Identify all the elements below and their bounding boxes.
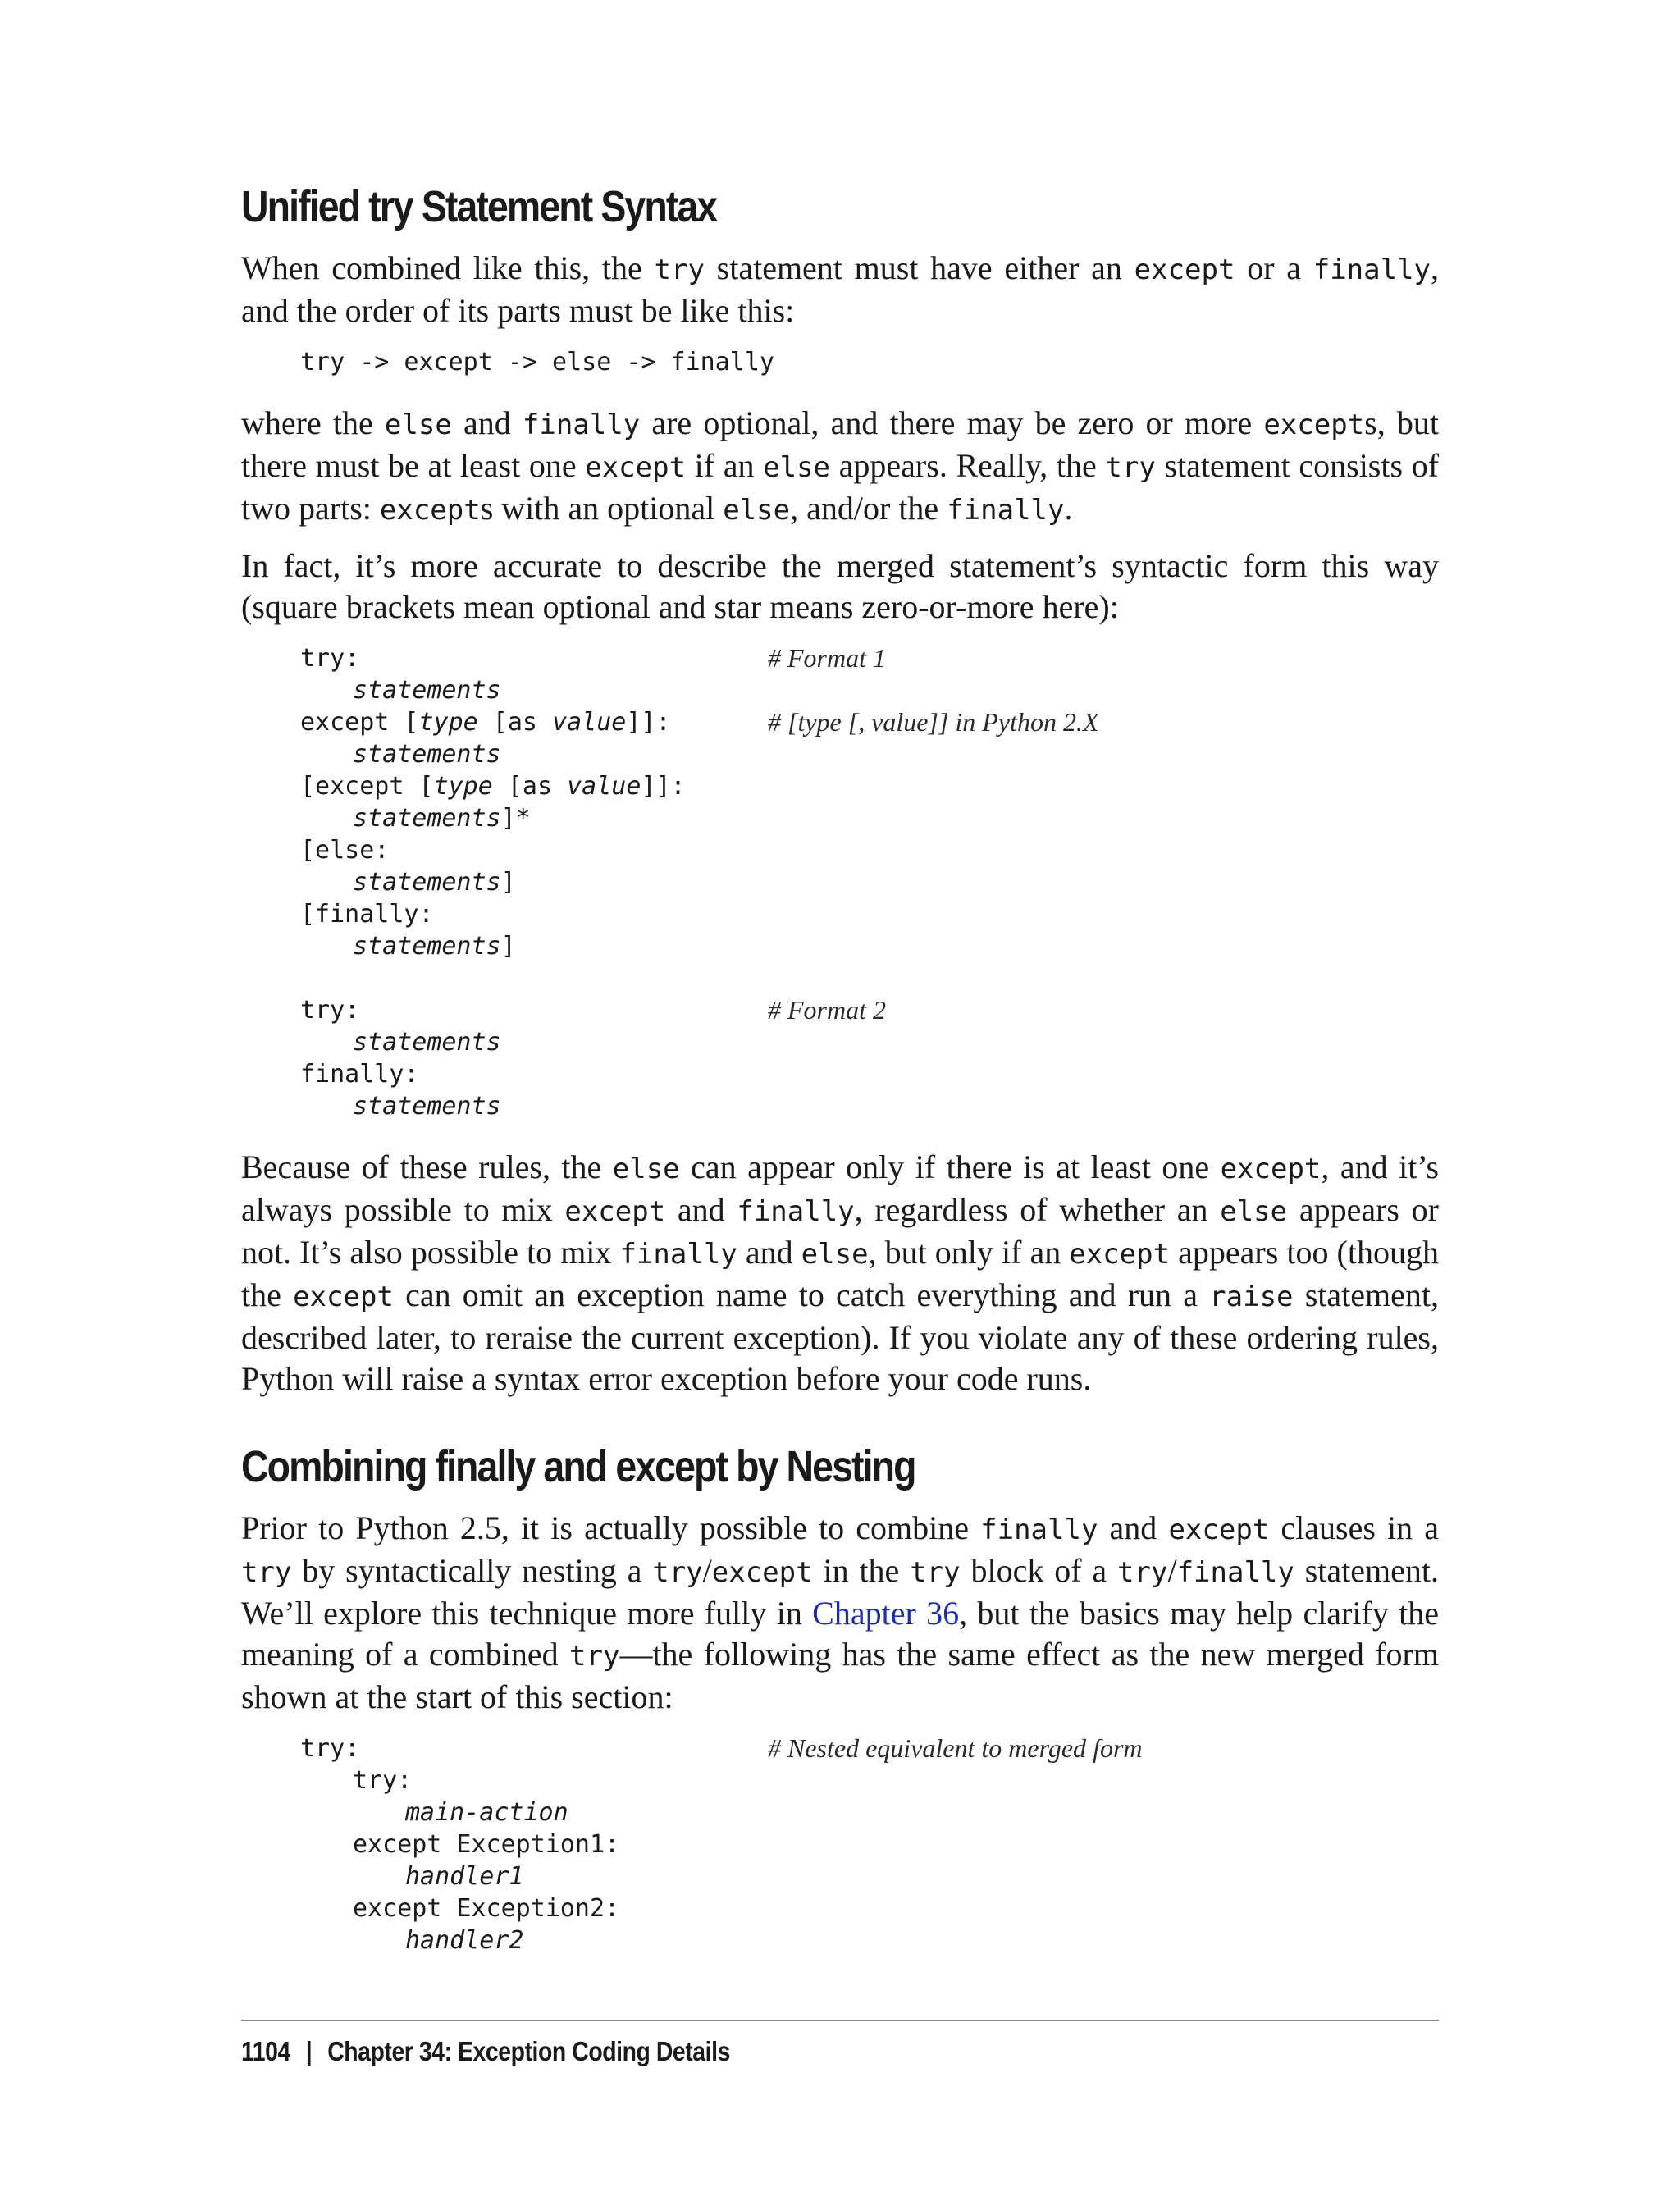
inline-code: finally xyxy=(947,494,1065,527)
page-footer xyxy=(241,2020,1439,2067)
inline-code: except xyxy=(293,1281,394,1313)
inline-code: else xyxy=(763,451,831,484)
inline-code: except xyxy=(1168,1513,1270,1546)
inline-code: finally xyxy=(522,409,641,441)
code-line: try: # Format 2 xyxy=(300,995,886,1025)
inline-code: try xyxy=(1105,451,1156,484)
inline-code: except xyxy=(711,1556,813,1589)
page-content xyxy=(241,177,1439,1981)
code-placeholder: statements xyxy=(353,676,501,705)
code-placeholder: statements xyxy=(353,804,501,833)
code-line: except Exception2: xyxy=(353,1894,620,1923)
inline-code: except xyxy=(564,1195,666,1228)
code-comment: # [type [, value]] in Python 2.X xyxy=(768,707,1099,737)
code-line: [finally: xyxy=(300,900,434,929)
paragraph: In fact, it’s more accurate to describe the merged statement’s syntactic form this way (square brackets mean optional and star means zero-or-more here): xyxy=(241,547,1439,625)
footer-rule xyxy=(241,2020,1439,2021)
code-line: try: # Nested equivalent to merged form xyxy=(300,1733,1143,1763)
chapter-link[interactable]: Chapter 36 xyxy=(812,1595,960,1632)
code-line xyxy=(300,1026,1439,1058)
inline-code: finally xyxy=(619,1238,737,1271)
code-line: try: xyxy=(353,1766,413,1795)
code-line xyxy=(300,1090,1439,1122)
inline-code: else xyxy=(723,494,791,527)
inline-code: finally xyxy=(737,1195,855,1228)
inline-code: except xyxy=(585,451,687,484)
paragraph: Because of these rules, the else can appear only if there is at least one except, and it’s always possible to mix except and finally, regardless of whether an else appears or not. It’s also possible to mix finally and else, but only if an except appears too (though the except can omit an exception name to catch everything and run a raise statement, described later, to reraise the current exception). If you violate any of these ordering rules, Python will raise a syntax error exception before your code runs. xyxy=(241,1148,1440,1397)
code-comment: # Format 2 xyxy=(768,995,886,1025)
inline-code: else xyxy=(384,409,452,441)
code-line: statements]* xyxy=(353,804,531,833)
inline-code: finally xyxy=(1176,1556,1294,1589)
section-heading-combining-nesting: Combining finally and except by Nesting xyxy=(241,1442,915,1491)
page-number: 1104 xyxy=(241,2036,290,2066)
inline-code: try xyxy=(654,253,705,286)
inline-code: except xyxy=(1220,1153,1322,1185)
code-comment: # Nested equivalent to merged form xyxy=(768,1733,1143,1763)
code-line: try: # Format 1 xyxy=(300,643,886,673)
code-line: [else: xyxy=(300,836,390,865)
code-line: try -> except -> else -> finally xyxy=(300,348,774,377)
code-placeholder: statements xyxy=(353,1092,501,1121)
paragraph: When combined like this, the try statement must have either an except or a finally, and the order of its parts must be like this: xyxy=(241,249,1440,329)
inline-code: except xyxy=(1263,409,1365,441)
inline-code: else xyxy=(612,1153,680,1185)
inline-code: finally xyxy=(1312,253,1431,286)
inline-code: try xyxy=(241,1556,292,1589)
code-comment: # Format 1 xyxy=(768,643,886,673)
inline-code: else xyxy=(801,1238,869,1271)
code-block-nested xyxy=(300,1732,1439,1956)
inline-code: try xyxy=(652,1556,703,1589)
code-line: except Exception1: xyxy=(353,1830,620,1859)
chapter-title: Chapter 34: Exception Coding Details xyxy=(327,2036,730,2066)
footer-text xyxy=(241,2036,1271,2067)
code-placeholder: handler1 xyxy=(405,1862,524,1891)
code-placeholder: statements xyxy=(353,868,501,897)
code-line xyxy=(300,674,1439,706)
inline-code: try xyxy=(569,1640,620,1673)
code-placeholder: statements xyxy=(353,1028,501,1057)
inline-code: except xyxy=(379,494,481,527)
code-line xyxy=(300,1924,1439,1956)
inline-code: except xyxy=(1134,253,1235,286)
code-block-formats xyxy=(300,642,1439,1122)
code-order-line xyxy=(300,346,1439,378)
inline-code: try xyxy=(1117,1556,1168,1589)
code-placeholder: value xyxy=(567,772,641,801)
inline-code: finally xyxy=(980,1513,1098,1546)
paragraph: Prior to Python 2.5, it is actually possible to combine finally and except clauses in a try by syntactically nesting a try/except in the try block of a try/finally statement. We’ll explore this technique more fully in Chapter 36, but the basics may help clarify the meaning of a combined try—the following has the same effect as the new merged form shown at the start of this section: xyxy=(241,1509,1440,1715)
code-line xyxy=(300,738,1439,770)
code-placeholder: statements xyxy=(353,740,501,769)
section-heading-unified-try: Unified try Statement Syntax xyxy=(241,182,717,231)
code-line xyxy=(300,1860,1439,1892)
code-line: [except [type [as value]]: xyxy=(300,772,686,801)
inline-code: else xyxy=(1220,1195,1288,1228)
code-placeholder: value xyxy=(552,708,627,737)
code-placeholder: type xyxy=(418,708,478,737)
footer-separator: | xyxy=(305,2036,313,2066)
code-placeholder: type xyxy=(433,772,493,801)
code-line: statements] xyxy=(353,868,516,897)
paragraph: where the else and finally are optional, and there may be zero or more excepts, but there must be at least one except if an else appears. Really, the try statement consists of two parts: excepts with an optional else, and/or the finally. xyxy=(241,404,1440,527)
code-line: statements] xyxy=(353,932,516,961)
code-blank-line xyxy=(300,962,1439,994)
code-placeholder: statements xyxy=(353,932,501,961)
inline-code: except xyxy=(1069,1238,1171,1271)
inline-code: try xyxy=(910,1556,961,1589)
code-line: finally: xyxy=(300,1060,419,1089)
code-placeholder: main-action xyxy=(405,1798,568,1827)
inline-code: raise xyxy=(1209,1281,1294,1313)
code-placeholder: handler2 xyxy=(405,1926,524,1955)
code-line xyxy=(300,1796,1439,1828)
code-line: except [type [as value]]: # [type [, value]] in Python 2.X xyxy=(300,707,1099,737)
